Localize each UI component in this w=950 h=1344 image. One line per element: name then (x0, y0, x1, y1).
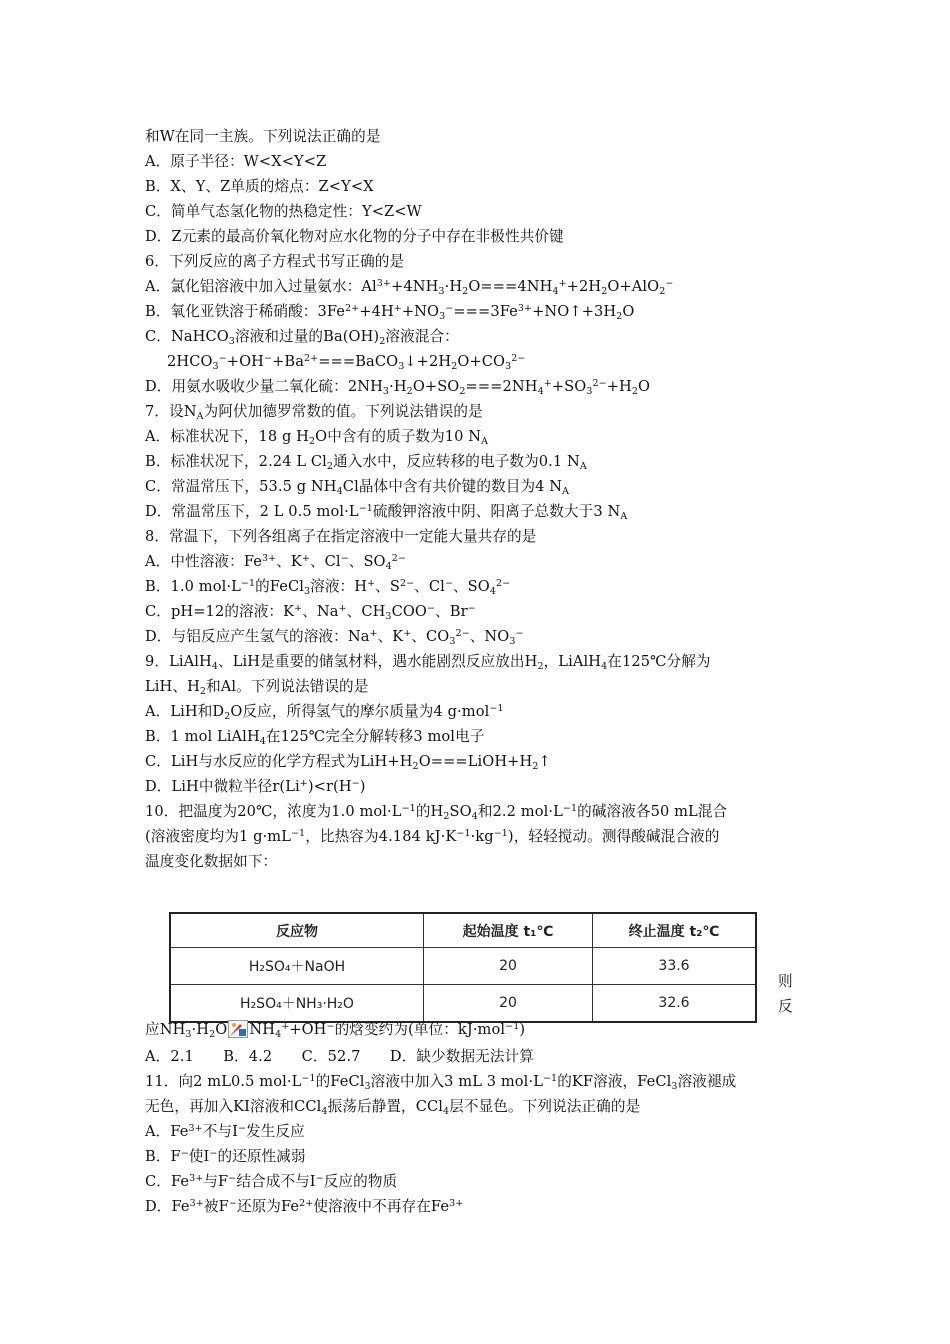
table-cell: H₂SO₄＋NH₃·H₂O (170, 985, 424, 1023)
q9-option-d: D．LiH中微粒半径r(Li+)<r(H−) (145, 778, 366, 795)
table-row (170, 985, 756, 1023)
q5-option-b: B．X、Y、Z单质的熔点：Z<Y<X (145, 178, 374, 195)
table-cell: 33.6 (593, 948, 757, 985)
q7-option-c: C．常温常压下，53.5 g $NH_4Cl$晶体中含有共价键的数目为4 $N_A$ (145, 478, 570, 497)
q11-option-c: C．$Fe^{3+}$与F−结合成不与I−反应的物质 (145, 1173, 398, 1190)
q7-option-d: D．常温常压下，2 L 0.5 $mol\cdot L^{-1}$硫酸钾溶液中阴、阳离子总数大于3 $N_A$ (145, 503, 628, 522)
q9-stem-line1: 9．LiAlH$_4$、LiH是重要的储氢材料，遇水能剧烈反应放出$H_2$，LiAlH$_4$在125℃分解为 (145, 653, 711, 672)
q6-stem: 6．下列反应的离子方程式书写正确的是 (145, 253, 405, 270)
q10-side-text-2: 反 (778, 998, 793, 1015)
q7-stem: 7．设$N_A$为阿伏加德罗常数的值。下列说法错误的是 (145, 403, 483, 422)
reversible-arrow-image-icon (228, 1020, 248, 1038)
q11-option-d: D．$Fe^{3+}$被F−还原为$Fe^{2+}$使溶液中不再存在$Fe^{3+}$ (145, 1198, 464, 1215)
q8-stem: 8．常温下，下列各组离子在指定溶液中一定能大量共存的是 (145, 528, 537, 545)
q11-option-b: B．F−使I−的还原性减弱 (145, 1148, 306, 1165)
q9-option-a: A．LiH和$D_2O$反应，所得氢气的摩尔质量为4 g·mol$^{-1}$ (145, 703, 504, 722)
q8-option-b: B．1.0 $mol\cdot L^{-1}$的FeCl$_3$溶液：H+、$S^{2-}$、Cl−、$SO_4^{2-}$ (145, 578, 511, 597)
table-cell: 20 (424, 948, 593, 985)
q7-option-a: A．标准状况下，18 g $H_2O$中含有的质子数为10 $N_A$ (145, 428, 489, 447)
q8-option-c: C．pH=12的溶液：K+、Na+、$CH_3COO^-$、Br− (145, 603, 476, 622)
q9-option-c: C．LiH与水反应的化学方程式为$LiH+H_2O===LiOH+H_2↑$ (145, 753, 551, 772)
q6-option-c-equation: $2HCO_3^-+OH^-+Ba^{2+}===BaCO_3↓+2H_2O+CO_3^{2-}$ (167, 353, 526, 372)
q10-stem-line3: 温度变化数据如下： (145, 853, 278, 870)
q8-option-d: D．与铝反应产生氢气的溶液：Na+、K+、$CO_3^{2-}$、$NO_3^-$ (145, 628, 524, 647)
q11-stem-line1: 11．向2 mL0.5 $mol\cdot L^{-1}$的FeCl$_3$溶液中加入3 mL 3 $mol\cdot L^{-1}$的KF溶液，FeCl$_3$溶液褪成 (145, 1073, 737, 1092)
q5-option-d: D．Z元素的最高价氧化物对应水化物的分子中存在非极性共价键 (145, 228, 564, 245)
q6-option-d: D．用氨水吸收少量二氧化硫：$2NH_3\cdot H_2O+SO_2===2NH_4^++SO_3^{2-}+H_2O$ (145, 378, 651, 397)
q9-option-b: B．1 mol LiAlH$_4$在125℃完全分解转移3 mol电子 (145, 728, 485, 747)
q6-option-a: A．氯化铝溶液中加入过量氨水：$Al^{3+}+4NH_3\cdot H_2O===4NH_4^++2H_2O+AlO_2^-$ (145, 278, 674, 297)
temperature-table (169, 912, 757, 1023)
table-cell: 32.6 (593, 985, 757, 1023)
q11-option-a: A．$Fe^{3+}$不与I−发生反应 (145, 1123, 305, 1140)
q10-options: A．2.1 B．4.2 C．52.7 D．缺少数据无法计算 (145, 1048, 534, 1065)
table-cell: 20 (424, 985, 593, 1023)
q10-stem-line2: (溶液密度均为1 $g\cdot mL^{-1}$，比热容为4.184 $kJ\cdot K^{-1}\cdot kg^{-1}$)，轻轻搅动。测得酸碱混合液的 (145, 828, 720, 845)
q10-side-text-1: 则 (778, 973, 793, 990)
q9-stem-line2: LiH、$H_2$和Al。下列说法错误的是 (145, 678, 369, 697)
q10-stem-line4: 应$NH_3\cdot H_2O$ $NH_4^++OH^-$的焓变约为(单位：kJ·mol$^{-1}$) (145, 1021, 526, 1040)
table-cell: H₂SO₄＋NaOH (170, 948, 424, 985)
q8-option-a: A．中性溶液：$Fe^{3+}$、K+、Cl−、$SO_4^{2-}$ (145, 553, 406, 572)
q6-option-c: C．NaHCO$_3$溶液和过量的$Ba(OH)_2$溶液混合： (145, 328, 459, 347)
q11-stem-line2: 无色，再加入KI溶液和CCl$_4$振荡后静置，CCl$_4$层不显色。下列说法正确的是 (145, 1098, 641, 1117)
q7-option-b: B．标准状况下，2.24 L $Cl_2$通入水中，反应转移的电子数为0.1 $N_A$ (145, 453, 587, 472)
q5-option-a: A．原子半径：W<X<Y<Z (145, 153, 327, 170)
q5-option-c: C．简单气态氢化物的热稳定性：Y<Z<W (145, 203, 422, 220)
q10-stem-line1: 10．把温度为20℃，浓度为1.0 $mol\cdot L^{-1}$的$H_2SO_4$和2.2 $mol\cdot L^{-1}$的碱溶液各50 mL混合 (145, 803, 728, 822)
q6-option-b: B．氧化亚铁溶于稀硝酸：$3Fe^{2+}+4H^++NO_3^-===3Fe^{3+}+NO↑+3H_2O$ (145, 303, 635, 322)
q5-stem: 和W在同一主族。下列说法正确的是 (145, 128, 381, 145)
table-row (170, 948, 756, 985)
table-header-start-temp: 起始温度 t₁℃ (424, 913, 593, 948)
table-header-reactant: 反应物 (170, 913, 424, 948)
table-header-row (170, 913, 756, 948)
table-header-end-temp: 终止温度 t₂℃ (593, 913, 757, 948)
